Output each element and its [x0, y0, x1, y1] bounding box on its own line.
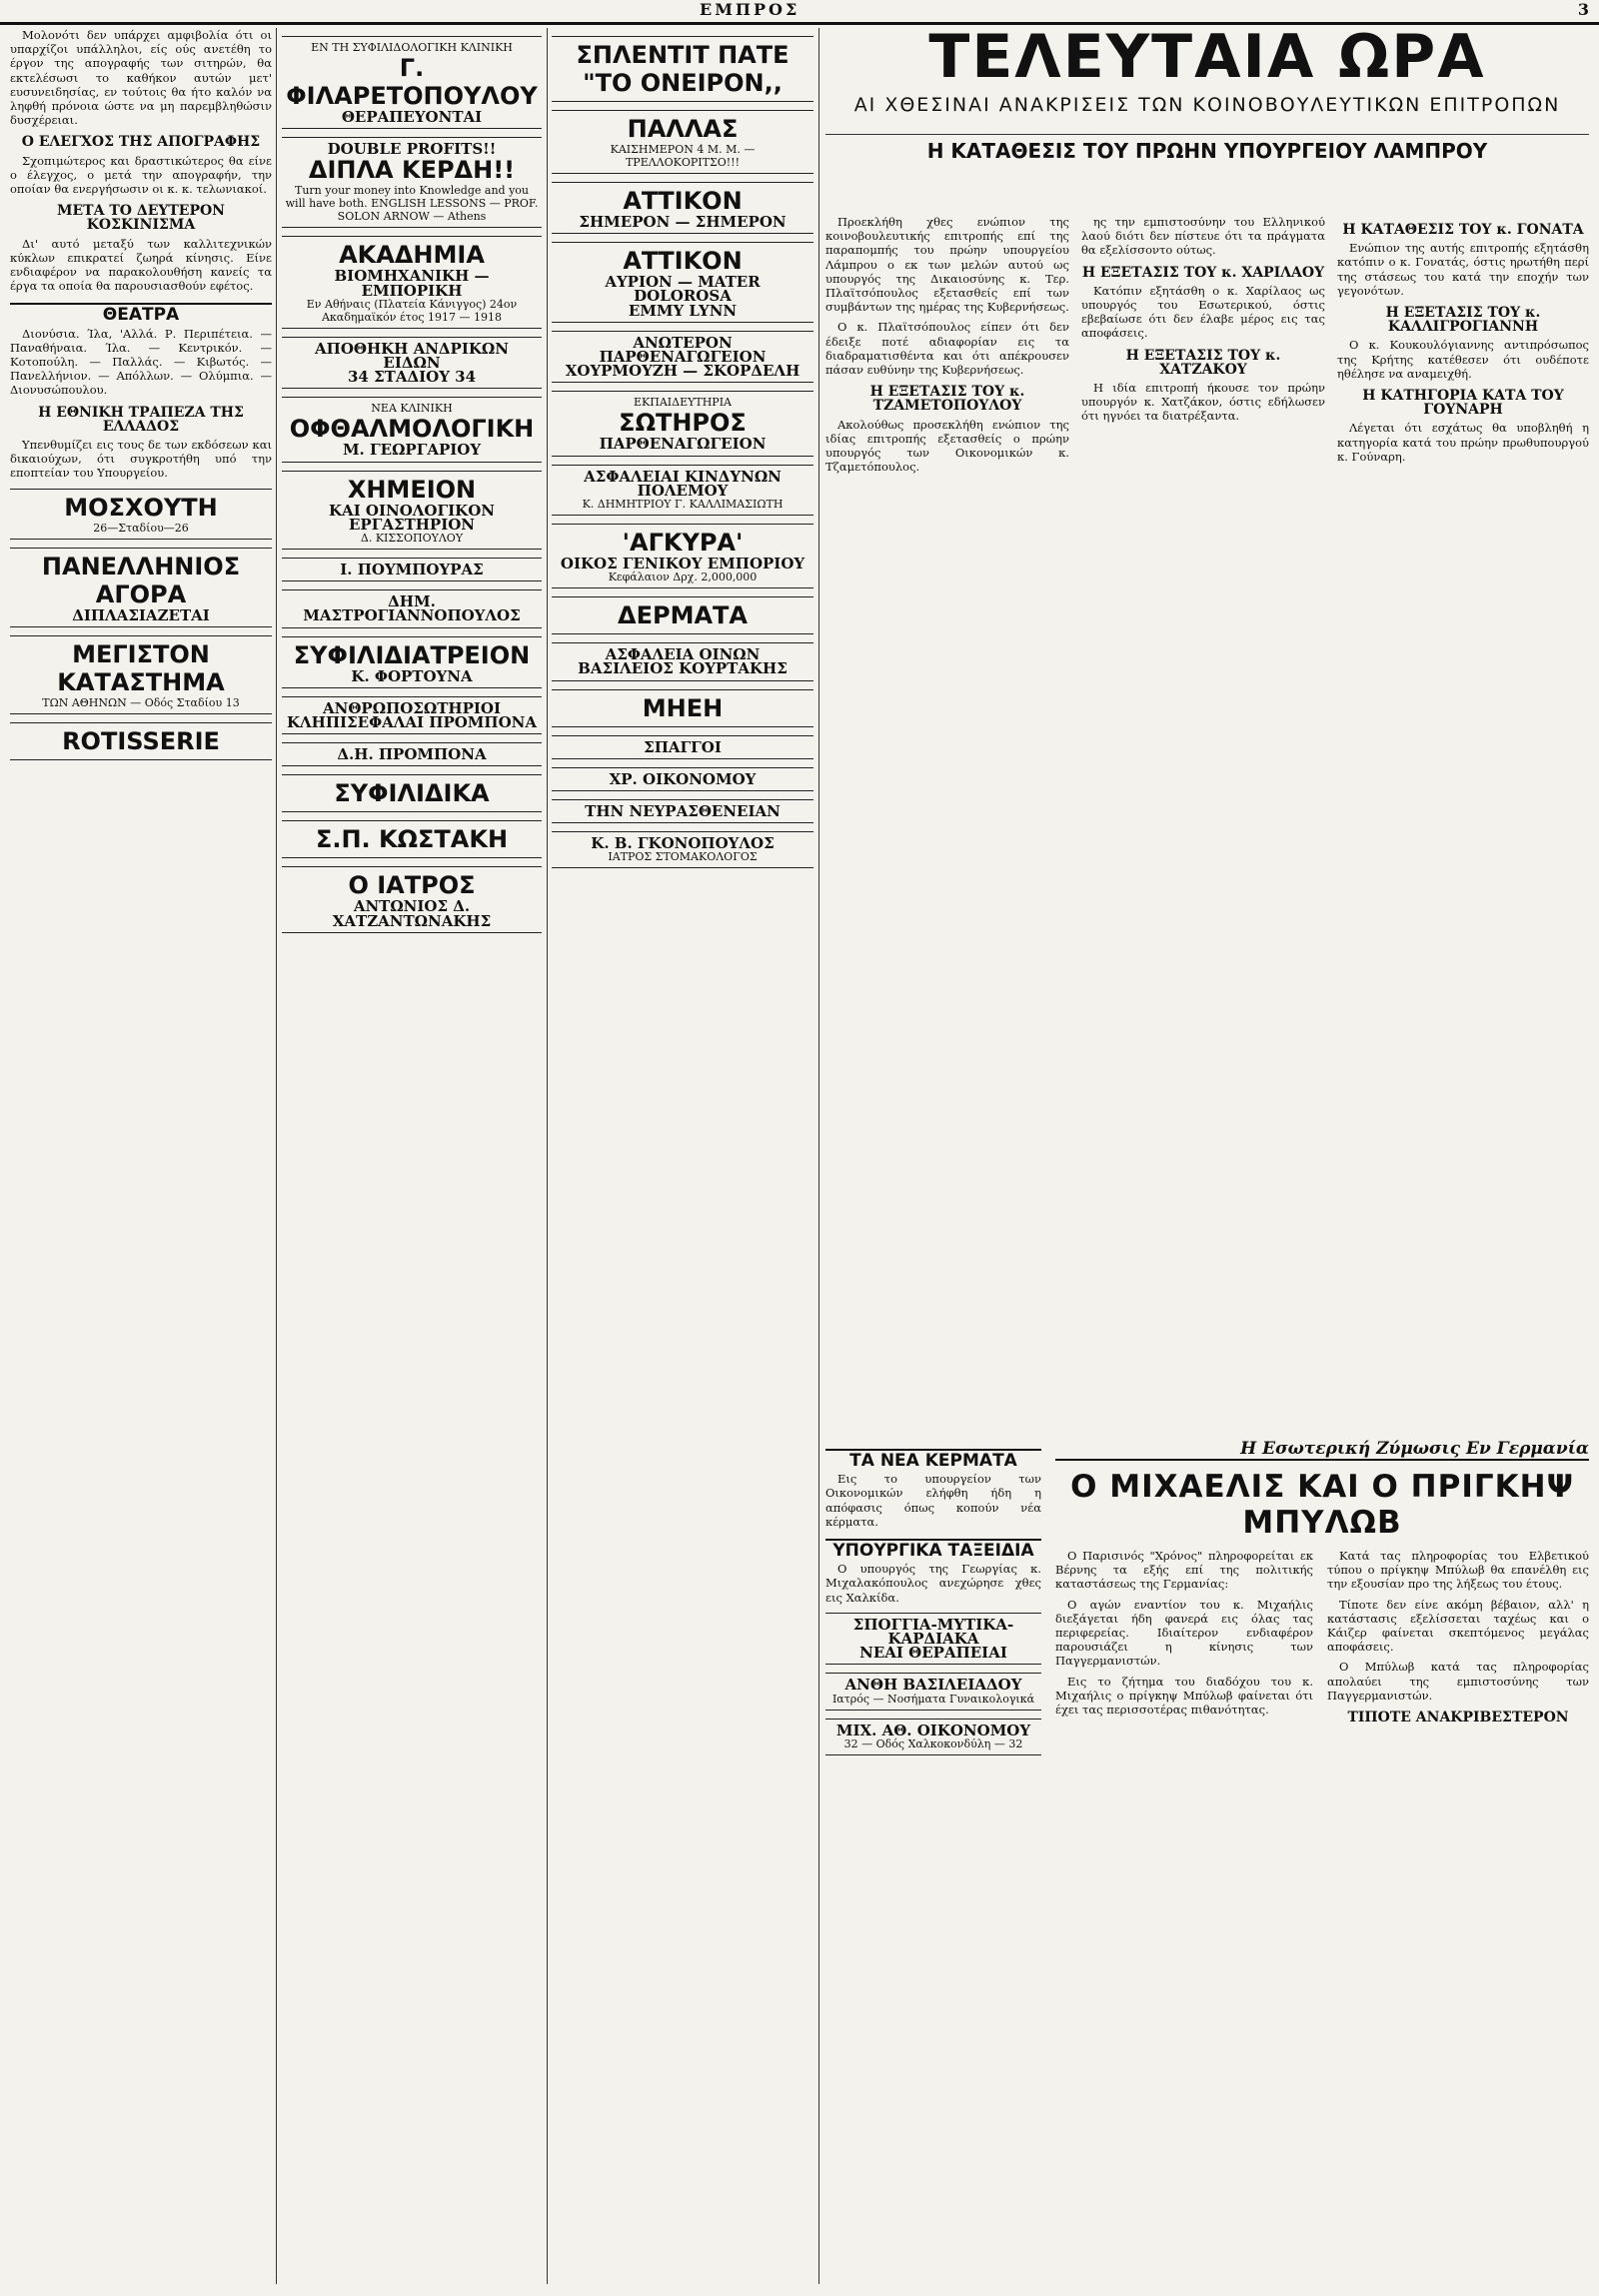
advertisement — [10, 722, 272, 760]
ad-title: ΔΙΠΛΑ ΚΕΡΔΗ!! — [308, 156, 516, 185]
advertisement — [282, 636, 542, 688]
advertisement — [552, 524, 813, 588]
advertisement — [282, 337, 542, 390]
paragraph: Ο Παρισινός "Χρόνος" πληροφορείται εκ Βέρνης τα εξής επί της πολιτικής καταστάσεως της Γερμανίας: — [1055, 1549, 1313, 1592]
advertisement — [552, 36, 813, 102]
ad-subtitle: ΑΣΦΑΛΕΙΑΙ ΚΙΝΔΥΝΩΝ ΠΟΛΕΜΟΥ — [584, 467, 782, 500]
paragraph: Υπενθυμίζει εις τους δε των εκδόσεων και δικαιούχων, ότι συγκροτήθη υπό την εποπτείαν του Υπουργείου. — [10, 438, 272, 481]
ad-title: ΠΑΛΛΑΣ — [627, 115, 739, 143]
ad-title: ΑΤΤΙΚΟΝ — [623, 187, 743, 215]
paragraph: Κατόπιν εξητάσθη ο κ. Χαρίλαος ως υπουργός του Εσωτερικού, όστις εβεβαίωσε ότι δεν έλαβε μέρος εις τας αποφάσεις. — [1081, 283, 1325, 341]
section-heading: Η ΕΞΕΤΑΣΙΣ ΤΟΥ κ. ΧΑΡΙΛΑΟΥ — [1081, 264, 1325, 281]
article-column-1 — [1055, 1549, 1313, 2284]
ad-text: Κ. ΔΗΜΗΤΡΙΟΥ Γ. ΚΑΛΛΙΜΑΣΙΩΤΗ — [582, 498, 784, 512]
news-column-2 — [1081, 215, 1325, 1429]
section-heading: Η ΕΞΕΤΑΣΙΣ ΤΟΥ κ. ΧΑΤΖΑΚΟΥ — [1125, 347, 1281, 378]
article-title: Ο ΜΙΧΑΕΛΙΣ ΚΑΙ Ο ΠΡΙΓΚΗΨ ΜΠΥΛΩΒ — [1070, 1469, 1574, 1541]
advertisement — [282, 696, 542, 734]
advertisement — [552, 331, 813, 384]
headline-title: ΤΕΛΕΥΤΑΙΑ ΩΡΑ — [928, 22, 1486, 92]
section-heading: Η ΚΑΤΑΘΕΣΙΣ ΤΟΥ κ. ΓΟΝΑΤΑ — [1342, 222, 1584, 238]
section-heading: ΥΠΟΥΡΓΙΚΑ ΤΑΞΕΙΔΙΑ — [825, 1539, 1041, 1558]
advertisement — [552, 110, 813, 174]
ad-text: ΝΕΑ ΚΛΙΝΙΚΗ — [371, 402, 453, 416]
feature-article — [1055, 1439, 1589, 2284]
paragraph: Ο Μπύλωβ κατά τας πληροφορίας απολαύει της εμπιστοσύνης των Παγγερμανιστών. — [1327, 1660, 1589, 1703]
ad-text: 32 — Οδός Χαλκοκονδύλη — 32 — [843, 1736, 1023, 1750]
ad-title: ΑΚΑΔΗΜΙΑ — [339, 241, 485, 270]
column-rule — [547, 28, 548, 2284]
ad-subtitle: ΤΗΝ ΝΕΥΡΑΣΘΕΝΕΙΑΝ — [585, 802, 781, 821]
ad-subtitle: ΘΕΡΑΠΕΥΟΝΤΑΙ — [341, 108, 483, 126]
ad-title: ΣΥΦΙΛΙΔΙΑΤΡΕΙΟΝ — [293, 640, 531, 669]
ad-title: ΑΤΤΙΚΟΝ — [623, 247, 743, 276]
advertisement — [282, 820, 542, 858]
advertisement — [552, 642, 813, 680]
ad-title: ΣΥΦΙΛΙΔΙΚΑ — [334, 779, 490, 808]
advertisement — [282, 558, 542, 581]
ad-text: Κεφάλαιον Δρχ. 2,000,000 — [608, 571, 758, 584]
ad-subtitle: ΔΗΜ. ΜΑΣΤΡΟΓΙΑΝΝΟΠΟΥΛΟΣ — [303, 592, 521, 625]
advertisement — [10, 489, 272, 540]
advertisement — [825, 1613, 1041, 1666]
section-heading: Ο ΕΛΕΓΧΟΣ ΤΗΣ ΑΠΟΓΡΑΦΗΣ — [21, 134, 261, 151]
ad-text: Εν Αθήναις (Πλατεία Κάνιγγος) 24ον Ακαδημαϊκόν έτος 1917 — 1918 — [306, 297, 518, 324]
ad-title: ΧΗΜΕΙΟΝ — [347, 475, 477, 504]
paragraph: Λέγεται ότι εσχάτως θα υποβληθή η κατηγορία κατά του πρώην πρωθυπουργού κ. Γούναρη. — [1337, 421, 1589, 464]
ad-subtitle: ΣΠΑΓΓΟΙ — [644, 737, 722, 756]
section-heading: ΤΙΠΟΤΕ ΑΝΑΚΡΙΒΕΣΤΕΡΟΝ — [1347, 1710, 1569, 1726]
ad-subtitle: ΧΡ. ΟΙΚΟΝΟΜΟΥ — [609, 769, 757, 788]
paragraph: Προεκλήθη χθες ενώπιον της κοινοβουλευτικής επιτροπής επί της παραπομπής του πρώην υπουργείου Λάμπρου ο εκ των μελών αυτού ως υπουργός της Δικαιοσύνης κ. Τερ. Πλαϊτσόπουλος εξετασθείς επί των συμβάντων της ημέρας της Κυβερνήσεως. — [825, 215, 1069, 315]
section-heading: ΜΕΤΑ ΤΟ ΔΕΥΤΕΡΟΝ ΚΟΣΚΙΝΙΣΜΑ — [57, 203, 225, 234]
advertisement — [10, 548, 272, 627]
section-heading: Η ΕΞΕΤΑΣΙΣ ΤΟΥ κ. ΤΖΑΜΕΤΟΠΟΥΛΟΥ — [869, 384, 1025, 415]
ad-subtitle: ΧΟΥΡΜΟΥΖΗ — ΣΚΟΡΔΕΛΗ — [565, 362, 800, 381]
advertisement — [552, 465, 813, 516]
ad-subtitle: ΝΕΑΙ ΘΕΡΑΠΕΙΑΙ — [859, 1644, 1007, 1663]
column-rule — [276, 28, 277, 2284]
ad-subtitle: ΑΝΘΡΩΠΟΣΩΤΗΡΙΟΙ ΚΛΗΠΙΣΕΦΑΛΑΙ ΠΡΟΜΠΟΝΑ — [287, 698, 537, 732]
ad-subtitle: Δ.Η. ΠΡΟΜΠΟΝΑ — [337, 745, 487, 764]
paragraph: Τίποτε δεν είνε ακόμη βέβαιον, αλλ' η κατάστασις εξελίσσεται ταχέως και ο Κάιζερ φαίνεται σκεπτόμενος μεγάλας αποφάσεις. — [1327, 1597, 1589, 1655]
ad-title: ΔΕΡΜΑΤΑ — [618, 601, 748, 630]
paragraph: Κατά τας πληροφορίας του Ελβετικού τύπου ο πρίγκηψ Μπύλωβ θα επανέλθη εις την εξουσίαν προ της λήξεως του έτους. — [1327, 1549, 1589, 1592]
paragraph: Ακολούθως προσεκλήθη ενώπιον της ιδίας επιτροπής εξετασθείς ο πρώην υπουργός των Οικονομικών κ. Τζαμετόπουλος. — [825, 417, 1069, 475]
ad-subtitle: ΑΝΘΗ ΒΑΣΙΛΕΙΑΔΟΥ — [844, 1676, 1022, 1695]
news-column-3 — [1337, 215, 1589, 1429]
ad-subtitle: ΔΙΠΛΑΣΙΑΖΕΤΑΙ — [72, 605, 210, 624]
ad-subtitle: ΒΙΟΜΗΧΑΝΙΚΗ — ΕΜΠΟΡΙΚΗ — [334, 267, 490, 300]
advertisement — [552, 831, 813, 868]
ad-title: ΜΗΕΗ — [642, 693, 724, 722]
ad-text: Turn your money into Knowledge and you will have both. ENGLISH LESSONS — PROF. SOLON ARNOW — Athens — [285, 184, 539, 224]
ad-subtitle: ΒΑΣΙΛΕΙΟΣ ΚΟΥΡΤΑΚΗΣ — [578, 659, 788, 678]
ad-text: Δ. ΚΙΣΣΟΠΟΥΛΟΥ — [360, 532, 464, 546]
column-rule — [818, 28, 819, 2284]
advertisement — [282, 137, 542, 228]
advertisement — [282, 589, 542, 627]
ad-title: Σ.Π. ΚΩΣΤΑΚΗ — [315, 825, 509, 854]
bottom-left-column — [825, 1439, 1041, 2284]
advertisement — [282, 236, 542, 328]
ad-subtitle: ΠΑΡΘΕΝΑΓΩΓΕΙΟΝ — [599, 435, 767, 454]
theatre-listings: Διονύσια. Ίλα, 'Αλλά. Ρ. Περιπέτεια. — Παναθήναια. Ίλα. — Κεντρικόν. — Κοτοπούλη. — Παλλάς. — Κιβωτός. — Πανελλήνιον. — Απόλλων. — Ολύμπια. — Διονυσώπουλου. — [10, 326, 272, 398]
paragraph: Εις το υπουργείον των Οικονομικών ελήφθη ήδη η απόφασις όπως κοπούν νέα κέρματα. — [825, 1472, 1041, 1529]
ad-title: ΟΦΘΑΛΜΟΛΟΓΙΚΗ — [289, 415, 535, 444]
advertisement — [552, 596, 813, 634]
ad-subtitle: EMMY LYNN — [628, 301, 738, 320]
ad-subtitle: ΑΝΩΤΕΡΟΝ ΠΑΡΘΕΝΑΓΩΓΕΙΟΝ — [599, 333, 767, 367]
paragraph: Ο κ. Κουκουλόγιαννης αντιπρόσωπος της Κρήτης κατέθεσεν ότι ουδέποτε ηθέλησε να αναμειχθή. — [1337, 338, 1589, 381]
ad-subtitle: ΜΙΧ. ΑΘ. ΟΙΚΟΝΟΜΟΥ — [835, 1721, 1031, 1739]
ad-subtitle: ΣΗΜΕΡΟΝ — ΣΗΜΕΡΟΝ — [579, 213, 787, 231]
ad-text: ΕΝ ΤΗ ΣΥΦΙΛΙΔΟΛΟΓΙΚΗ ΚΛΙΝΙΚΗ — [311, 41, 513, 54]
column-3 — [552, 28, 813, 2284]
section-heading: Η ΚΑΤΗΓΟΡΙΑ ΚΑΤΑ ΤΟΥ ΓΟΥΝΑΡΗ — [1362, 388, 1564, 419]
paragraph: Ο υπουργός της Γεωργίας κ. Μιχαλακόπουλος ανεχώρησε χθες εις Χαλκίδα. — [825, 1562, 1041, 1605]
ad-subtitle: 34 ΣΤΑΔΙΟΥ 34 — [347, 368, 477, 387]
advertisement — [282, 742, 542, 766]
advertisement — [552, 391, 813, 456]
paragraph: Ενώπιον της αυτής επιτροπής εξητάσθη κατόπιν ο κ. Γονατάς, όστις ηρωτήθη περί της στάσεως του κατά την εποχήν των γεγονότων. — [1337, 241, 1589, 298]
ad-title: ΜΟΣΧΟΥΤΗ — [64, 493, 218, 522]
theatre-heading: ΘΕΑΤΡΑ — [10, 303, 272, 322]
article-column-2 — [1327, 1549, 1589, 2284]
ad-subtitle: ΚΑΙ ΟΙΝΟΛΟΓΙΚΟΝ ΕΡΓΑΣΤΗΡΙΟΝ — [329, 501, 495, 534]
ad-text: ΙΑΤΡΟΣ ΣΤΟΜΑΚΟΛΟΓΟΣ — [608, 850, 758, 864]
advertisement — [552, 242, 813, 323]
ad-subtitle: Κ. ΦΟΡΤΟΥΝΑ — [351, 666, 473, 685]
advertisement — [282, 36, 542, 129]
section-heading: Η ΕΘΝΙΚΗ ΤΡΑΠΕΖΑ ΤΗΣ ΕΛΛΑΔΟΣ — [38, 404, 244, 435]
ad-subtitle: Μ. ΓΕΩΡΓΑΡΙΟΥ — [342, 441, 482, 460]
ad-title: "ΤΟ ΟΝΕΙΡΟΝ,, — [583, 69, 783, 97]
ad-subtitle: ΟΙΚΟΣ ΓΕΝΙΚΟΥ ΕΜΠΟΡΙΟΥ — [560, 555, 805, 574]
ad-subtitle: ΑΣΦΑΛΕΙΑ ΟΙΝΩΝ — [605, 645, 761, 664]
ad-text: 26—Σταδίου—26 — [93, 521, 189, 535]
news-column-1 — [825, 215, 1069, 1429]
ad-subtitle: ΑΥΡΙΟΝ — MATER DOLOROSA — [605, 273, 761, 306]
paragraph: Δι' αυτό μεταξύ των καλλιτεχνικών κύκλων επικρατεί ζωηρά κίνησις. Είνε ενδιαφέρον να παρακολουθήση κανείς τα έργα τα οποία θα παρουσιασθούν εφέτος. — [10, 236, 272, 294]
ad-text: ΤΩΝ ΑΘΗΝΩΝ — Οδός Σταδίου 13 — [42, 695, 240, 709]
advertisement — [282, 471, 542, 550]
paragraph: Μολονότι δεν υπάρχει αμφιβολία ότι οι υπαρχίζοι υπάλληλοι, είς ούς ανετέθη το έργον της απογραφής των σιτηρών, θα εκτελέσωσι το καθήκον αυτών μετ' ευσυνειδησίας, εν τούτοις θα ήτο καλόν να ληφθή πρόνοια ώστε να μη παρεμβληθώσιν δυσχέρειαι. — [10, 28, 272, 128]
paragraph: Σχοπιμώτερος και δραστικώτερος θα είνε ο έλεγχος, ο μετά την απογραφήν, την οποίαν θα ενεργήσωσιν οι κ. κ. τελωνιακοί. — [10, 153, 272, 197]
advertisement — [552, 799, 813, 823]
ad-subtitle: ΣΠΟΓΓΙΑ-ΜΥΤΙΚΑ-ΚΑΡΔΙΑΚΑ — [852, 1615, 1014, 1649]
ad-title: Ο ΙΑΤΡΟΣ — [348, 871, 476, 900]
ad-title: ΣΠΛΕΝΤΙΤ ΠΑΤΕ — [576, 41, 790, 69]
section-heading: Η ΕΞΕΤΑΣΙΣ ΤΟΥ κ. ΚΑΛΛΙΓΡΟΓΙΑΝΝΗ — [1385, 305, 1541, 336]
paragraph: ης την εμπιστοσύνην του Ελληνικού λαού διότι δεν πίστευε ότι τα πράγματα θα εξελίσσοντο ούτως. — [1081, 215, 1325, 258]
advertisement — [282, 774, 542, 812]
ad-title: ROTISSERIE — [62, 726, 220, 755]
advertisement — [10, 635, 272, 714]
ad-title: Γ. ΦΙΛΑΡΕΤΟΠΟΥΛΟΥ — [286, 54, 538, 110]
ad-text: Ιατρός — Νοσήματα Γυναικολογικά — [831, 1692, 1035, 1706]
advertisement — [282, 397, 542, 462]
ad-subtitle: Κ. Β. ΓΚΟΝΟΠΟΥΛΟΣ — [591, 834, 775, 853]
section-heading: ΤΑ ΝΕΑ ΚΕΡΜΑΤΑ — [825, 1449, 1041, 1468]
headline-subheading: Η ΚΑΤΑΘΕΣΙΣ ΤΟΥ ΠΡΩΗΝ ΥΠΟΥΡΓΕΙΟΥ ΛΑΜΠΡΟΥ — [825, 134, 1589, 163]
advertisement — [552, 689, 813, 727]
ad-title: ΣΩΤΗΡΟΣ — [619, 409, 747, 438]
advertisement — [825, 1673, 1041, 1710]
paragraph: Ο κ. Πλαϊτσόπουλος είπεν ότι δεν έδειξε ποτέ αδιαφορίαν εις τα διαδραματισθέντα και ότι απέκρουσεν πάσαν ευθύνην της Κυβερνήσεως. — [825, 320, 1069, 378]
advertisement — [552, 767, 813, 791]
article-kicker: Η Εσωτερική Ζύμωσις Εν Γερμανία — [1055, 1439, 1589, 1461]
newspaper-name: ΕΜΠΡΟΣ — [700, 0, 800, 19]
ad-text: ΚΑΙΣΗΜΕΡΟΝ 4 Μ. Μ. — ΤΡΕΛΛΟΚΟΡΙΤΣΟ!!! — [610, 143, 756, 169]
column-2 — [282, 28, 542, 2284]
ad-title: ΜΕΓΙΣΤΟΝ ΚΑΤΑΣΤΗΜΑ — [57, 639, 225, 696]
ad-title: ΠΑΝΕΛΛΗΝΙΟΣ ΑΓΟΡΑ — [41, 552, 241, 608]
ad-subtitle: DOUBLE PROFITS!! — [327, 140, 497, 159]
ad-subtitle: ΑΝΤΩΝΙΟΣ Δ. ΧΑΤΖΑΝΤΩΝΑΚΗΣ — [332, 897, 492, 930]
paragraph: Ο αγών εναντίον του κ. Μιχαήλις διεξάγεται ήδη φανερά εις όλας τας περιφερείας. Ιδιαίτερον ενδιαφέρον παρουσιάζει η κίνησις των Παγγερμανιστών. — [1055, 1597, 1313, 1669]
column-1 — [10, 28, 272, 2284]
paragraph: Εις το ζήτημα του διαδόχου του κ. Μιχαήλις ο πρίγκηψ Μπύλωβ φαίνεται ότι έχει τας περισσοτέρας πιθανότητας. — [1055, 1674, 1313, 1718]
ad-subtitle: ΑΠΟΘΗΚΗ ΑΝΔΡΙΚΩΝ ΕΙΔΩΝ — [315, 339, 509, 373]
ad-text: ΕΚΠΑΙΔΕΥΤΗΡΙΑ — [634, 396, 732, 410]
advertisement — [552, 735, 813, 759]
ad-subtitle: Ι. ΠΟΥΜΠΟΥΡΑΣ — [340, 561, 484, 579]
page-number: 3 — [1577, 0, 1589, 19]
advertisement — [825, 1719, 1041, 1755]
advertisement — [552, 182, 813, 234]
paragraph: Η ιδία επιτροπή ήκουσε τον πρώην υπουργόν κ. Χατζάκον, όστις εδήλωσεν ότι ηγνόει τα διατρέξαντα. — [1081, 381, 1325, 424]
lead-headline — [825, 24, 1589, 163]
ad-title: 'ΑΓΚΥΡΑ' — [622, 529, 744, 558]
advertisement — [282, 866, 542, 932]
headline-subtitle: ΑΙ ΧΘΕΣΙΝΑΙ ΑΝΑΚΡΙΣΕΙΣ ΤΩΝ ΚΟΙΝΟΒΟΥΛΕΥΤΙΚΩΝ ΕΠΙΤΡΟΠΩΝ — [853, 94, 1561, 116]
